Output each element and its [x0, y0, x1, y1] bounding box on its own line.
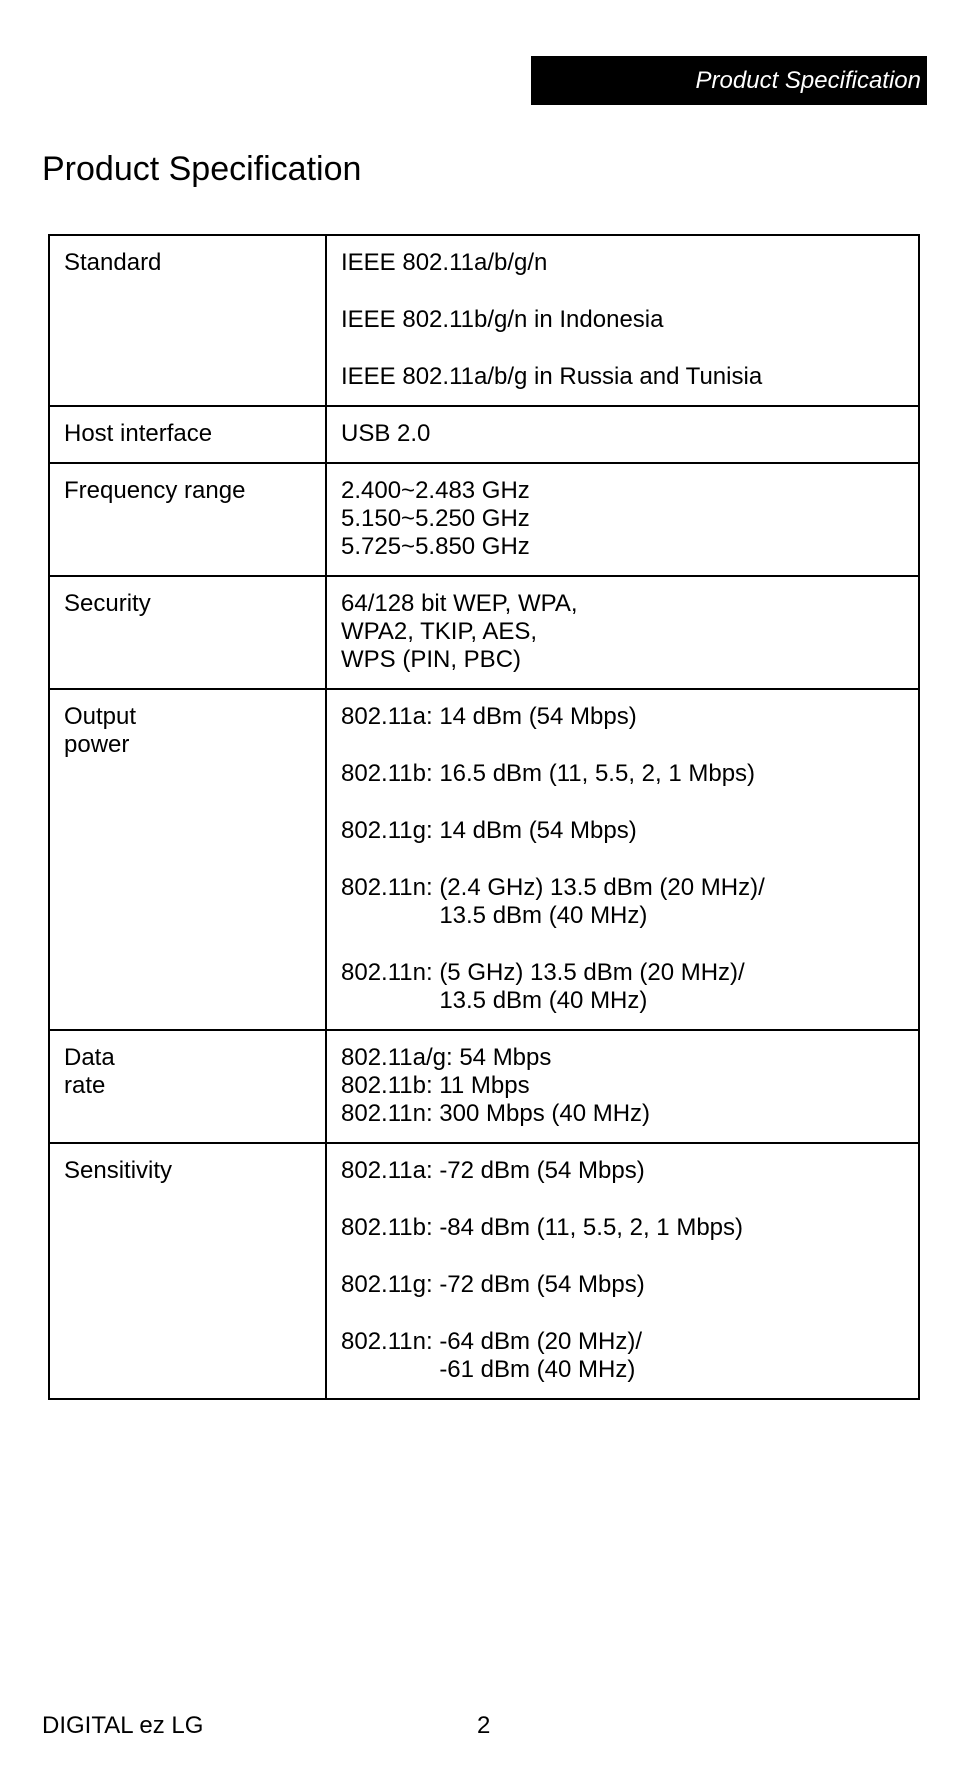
spec-value-line: -61 dBm (40 MHz): [439, 1356, 636, 1383]
spec-value-paragraph: [341, 590, 904, 674]
spec-mode-label: 802.11b:: [341, 760, 433, 787]
spec-label: Security: [64, 590, 151, 617]
spec-mode-label: 802.11g:: [341, 1271, 433, 1298]
spec-value-line: 14 dBm (54 Mbps): [439, 817, 637, 844]
spec-value-line: WPA2, TKIP, AES,: [341, 618, 538, 645]
spec-row: [49, 235, 919, 406]
spec-value-line: -72 dBm (54 Mbps): [439, 1271, 645, 1298]
spec-value-paragraph: [341, 363, 904, 391]
spec-value-line: (5 GHz) 13.5 dBm (20 MHz)/: [439, 959, 745, 986]
spec-value-line: 5.150~5.250 GHz: [341, 505, 530, 532]
spec-value-cell: [326, 689, 919, 1030]
spec-label: rate: [64, 1072, 106, 1099]
spec-mode-label: 802.11n:: [341, 1328, 433, 1355]
spec-mode-label: 802.11b:: [341, 1214, 433, 1241]
spec-label: Output: [64, 703, 137, 730]
page-number: 2: [477, 1712, 491, 1739]
spec-row: [49, 463, 919, 576]
spec-label: Frequency range: [64, 477, 246, 504]
spec-label-cell: [49, 689, 326, 1030]
spec-value-line: 802.11a/g: 54 Mbps: [341, 1044, 552, 1071]
spec-value-line: IEEE 802.11b/g/n in Indonesia: [341, 306, 664, 333]
spec-mode-values: [439, 1328, 904, 1384]
spec-value-line: IEEE 802.11a/b/g in Russia and Tunisia: [341, 363, 763, 390]
spec-value-line: 5.725~5.850 GHz: [341, 533, 530, 560]
spec-mode-values: [439, 1214, 904, 1242]
spec-label-cell: [49, 1143, 326, 1399]
spec-mode-label: 802.11n:: [341, 959, 433, 986]
spec-value-line: 14 dBm (54 Mbps): [439, 703, 637, 730]
spec-mode-label: 802.11a:: [341, 703, 433, 730]
spec-mode-values: [439, 760, 904, 788]
page-title: Product Specification: [42, 150, 362, 188]
spec-value-entry: [341, 1271, 904, 1299]
spec-value-paragraph: [341, 420, 904, 448]
footer-brand: DIGITAL ez LG: [42, 1712, 204, 1739]
spec-value-paragraph: [341, 249, 904, 277]
running-header: [531, 56, 927, 105]
spec-value-cell: [326, 406, 919, 463]
spec-label-cell: [49, 235, 326, 406]
spec-row: [49, 406, 919, 463]
spec-value-entry: [341, 1214, 904, 1242]
spec-value-entry: [341, 703, 904, 731]
spec-label-cell: [49, 463, 326, 576]
spec-value-line: -72 dBm (54 Mbps): [439, 1157, 645, 1184]
spec-value-line: 2.400~2.483 GHz: [341, 477, 530, 504]
spec-mode-label: 802.11g:: [341, 817, 433, 844]
spec-label-cell: [49, 406, 326, 463]
spec-value-line: 13.5 dBm (40 MHz): [439, 987, 648, 1014]
spec-value-cell: [326, 1030, 919, 1143]
spec-value-entry: [341, 1328, 904, 1384]
spec-value-line: 16.5 dBm (11, 5.5, 2, 1 Mbps): [439, 760, 756, 787]
spec-label: Standard: [64, 249, 162, 276]
spec-mode-label: 802.11a:: [341, 1157, 433, 1184]
spec-row: [49, 689, 919, 1030]
spec-row: [49, 1030, 919, 1143]
spec-value-entry: [341, 817, 904, 845]
spec-mode-values: [439, 1157, 904, 1185]
spec-value-entry: [341, 1157, 904, 1185]
spec-mode-label: 802.11n:: [341, 874, 433, 901]
spec-value-line: (2.4 GHz) 13.5 dBm (20 MHz)/: [439, 874, 765, 901]
spec-value-line: 13.5 dBm (40 MHz): [439, 902, 648, 929]
spec-value-line: USB 2.0: [341, 420, 431, 447]
spec-value-line: 64/128 bit WEP, WPA,: [341, 590, 578, 617]
spec-value-cell: [326, 235, 919, 406]
spec-value-line: -64 dBm (20 MHz)/: [439, 1328, 643, 1355]
spec-row: [49, 1143, 919, 1399]
spec-value-entry: [341, 959, 904, 1015]
spec-value-paragraph: [341, 1044, 904, 1128]
spec-mode-values: [439, 703, 904, 731]
spec-mode-values: [439, 959, 904, 1015]
spec-value-line: 802.11b: 11 Mbps: [341, 1072, 530, 1099]
spec-value-paragraph: [341, 306, 904, 334]
spec-table-body: [49, 235, 919, 1399]
spec-value-cell: [326, 576, 919, 689]
spec-value-entry: [341, 760, 904, 788]
spec-mode-values: [439, 874, 904, 930]
spec-value-line: -84 dBm (11, 5.5, 2, 1 Mbps): [439, 1214, 744, 1241]
running-header-text: Product Specification: [695, 66, 921, 94]
spec-label: power: [64, 731, 130, 758]
spec-row: [49, 576, 919, 689]
spec-value-paragraph: [341, 477, 904, 561]
spec-label: Sensitivity: [64, 1157, 173, 1184]
spec-value-line: WPS (PIN, PBC): [341, 646, 522, 673]
spec-value-cell: [326, 1143, 919, 1399]
spec-table: [48, 234, 920, 1400]
spec-value-cell: [326, 463, 919, 576]
spec-label: Host interface: [64, 420, 213, 447]
spec-value-line: IEEE 802.11a/b/g/n: [341, 249, 548, 276]
spec-mode-values: [439, 817, 904, 845]
spec-value-entry: [341, 874, 904, 930]
spec-label: Data: [64, 1044, 115, 1071]
spec-label-cell: [49, 576, 326, 689]
spec-label-cell: [49, 1030, 326, 1143]
spec-value-line: 802.11n: 300 Mbps (40 MHz): [341, 1100, 651, 1127]
spec-mode-values: [439, 1271, 904, 1299]
